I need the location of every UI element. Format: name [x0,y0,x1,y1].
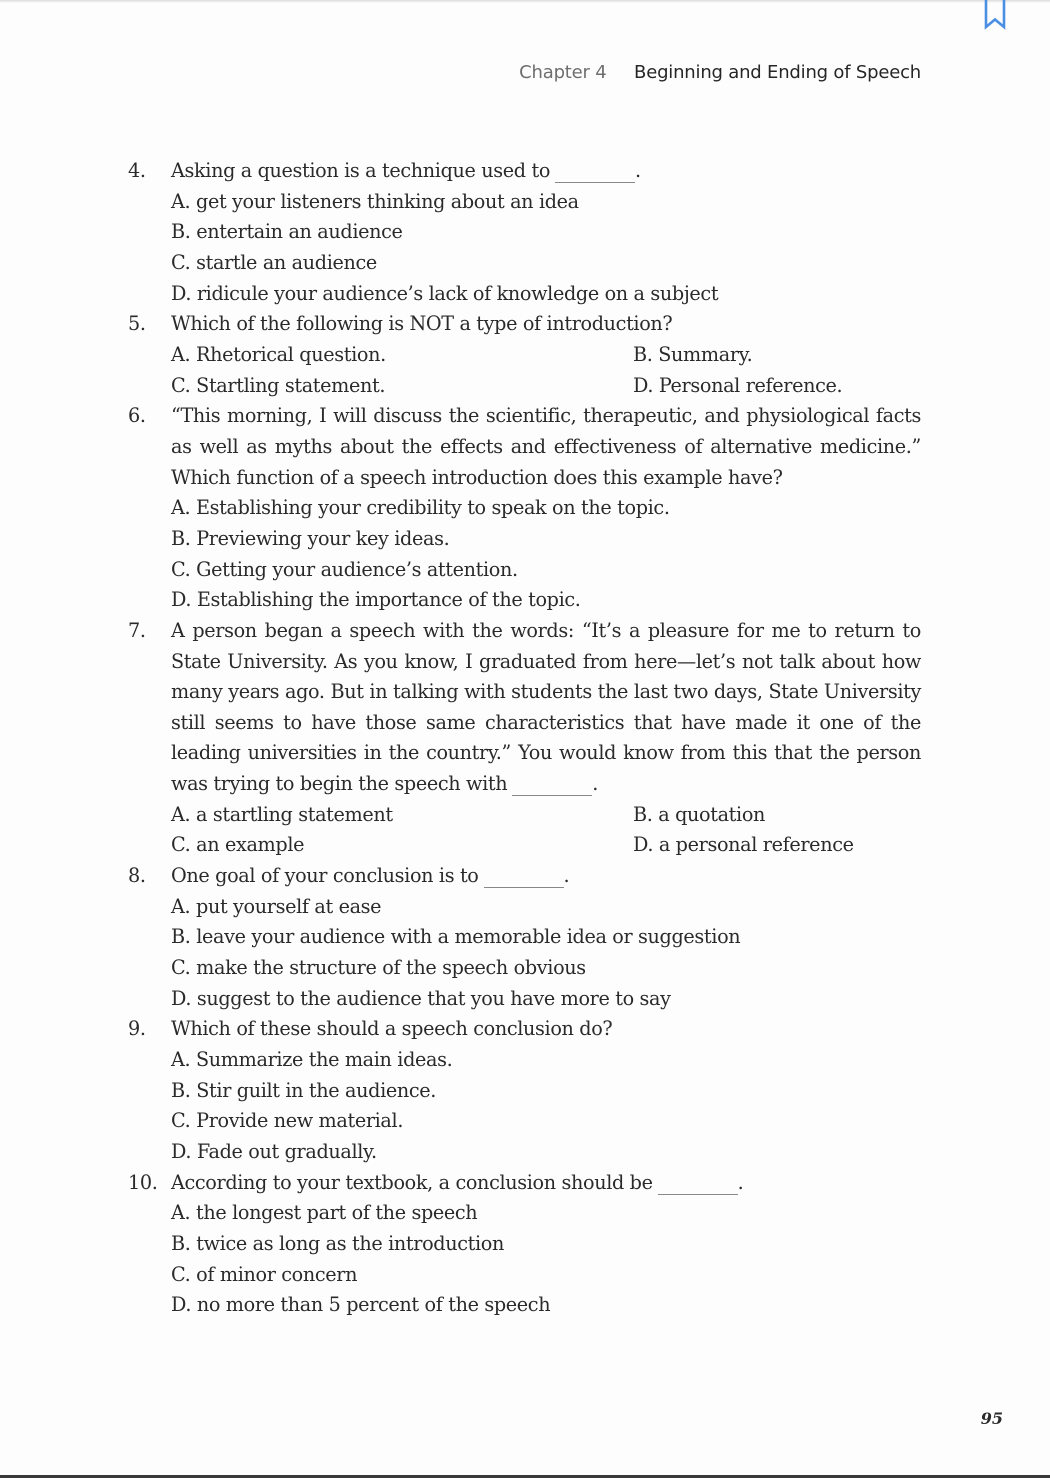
bookmark-button[interactable] [983,0,1007,30]
question-8 [128,861,921,1014]
options-grid [171,800,921,861]
option-c: C. an example [171,833,305,857]
question-stem: Which of these should a speech conclusion do? [171,1017,613,1041]
question-stem: One goal of your conclusion is to . [171,864,570,888]
option-c: C. Getting your audience’s attention. [171,557,518,581]
question-number: 5. [128,312,146,336]
question-stem: According to your textbook, a conclusion should be . [171,1170,744,1194]
question-number: 10. [128,1170,158,1194]
option-d: D. a personal reference [633,833,854,857]
question-5 [128,309,921,401]
option-c: C. of minor concern [171,1262,358,1286]
option-a: A. Establishing your credibility to speak on the topic. [171,496,670,520]
option-c: C. Startling statement. [171,373,386,397]
answer-blank [555,164,635,183]
option-d: D. Establishing the importance of the topic. [171,588,581,612]
page-number: 95 [980,1409,1003,1428]
option-a: A. the longest part of the speech [171,1201,478,1225]
running-head [519,62,921,83]
answer-blank [658,1176,738,1195]
chapter-label: Chapter 4 [519,62,607,83]
option-b: B. Summary. [633,342,753,366]
option-a: A. a startling statement [171,802,393,826]
top-edge-shadow [0,0,1050,3]
question-stem: Which of the following is NOT a type of introduction? [171,312,673,336]
option-b: B. Previewing your key ideas. [171,526,450,550]
question-number: 6. [128,404,146,428]
question-4 [128,156,921,309]
option-b: B. a quotation [633,802,766,826]
bookmark-icon [983,0,1007,30]
question-stem: Asking a question is a technique used to . [171,159,641,182]
question-9 [128,1014,921,1167]
option-d: D. suggest to the audience that you have more to say [171,986,671,1010]
option-a: A. put yourself at ease [171,894,382,918]
question-stem: “This morning, I will discuss the scientific, therapeutic, and physiological facts as well as myths about the effects and effectiveness of alternative medicine.” Which function of a speech introduction does this example have? [171,404,921,489]
option-d: D. no more than 5 percent of the speech [171,1293,551,1317]
question-10 [128,1168,921,1321]
option-a: A. Rhetorical question. [171,342,386,366]
option-d: D. Personal reference. [633,373,843,397]
option-a: A. Summarize the main ideas. [171,1048,453,1072]
question-number: 9. [128,1017,146,1041]
question-7 [128,616,921,861]
option-c: C. Provide new material. [171,1109,404,1133]
option-d: D. Fade out gradually. [171,1140,377,1163]
option-b: B. Stir guilt in the audience. [171,1078,437,1102]
answer-blank [512,777,592,796]
option-a: A. get your listeners thinking about an idea [171,189,579,213]
question-6 [128,401,921,616]
option-b: B. entertain an audience [171,220,403,244]
options-grid [171,340,921,401]
option-b: B. leave your audience with a memorable idea or suggestion [171,925,741,949]
question-stem: A person began a speech with the words: “It’s a pleasure for me to return to State University. As you know, I graduated from here—let’s not talk about how many years ago. But in talking with students the last two days, State University still seems to have those same characteristics that have made it one of the leading universities in the country.” You would know from this that the person was trying to begin the speech with . [171,618,921,796]
option-b: B. twice as long as the introduction [171,1231,504,1255]
option-d: D. ridicule your audience’s lack of knowledge on a subject [171,281,719,305]
question-list [128,156,921,1321]
option-c: C. startle an audience [171,250,377,274]
question-number: 4. [128,159,146,182]
option-c: C. make the structure of the speech obvious [171,956,586,980]
question-number: 7. [128,618,146,642]
answer-blank [484,869,564,888]
chapter-title: Beginning and Ending of Speech [634,62,921,83]
question-number: 8. [128,864,146,888]
